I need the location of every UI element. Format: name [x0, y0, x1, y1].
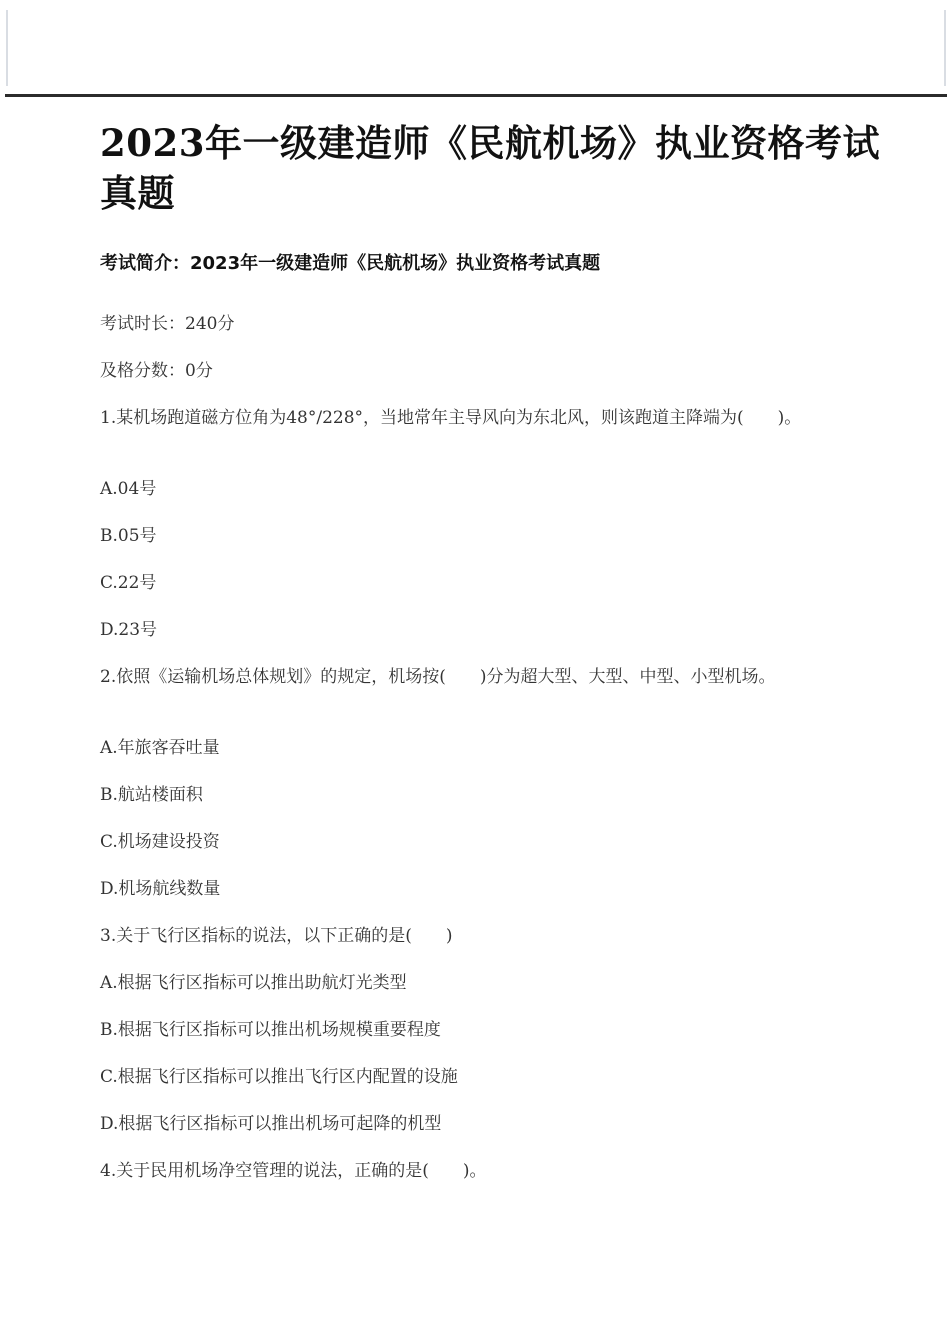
question-1-option-d: D.23号 [100, 620, 158, 640]
document-title: 2023年一级建造师《民航机场》执业资格考试真题 [100, 121, 880, 215]
question-3-option-b: B.根据飞行区指标可以推出机场规模重要程度 [100, 1020, 441, 1040]
question-4-text: 4.关于民用机场净空管理的说法，正确的是( )。 [100, 1161, 487, 1181]
question-3-option-c: C.根据飞行区指标可以推出飞行区内配置的设施 [100, 1067, 458, 1087]
exam-intro: 考试简介：2023年一级建造师《民航机场》执业资格考试真题 [100, 253, 601, 274]
header-divider [5, 94, 947, 97]
question-2-option-a: A.年旅客吞吐量 [100, 738, 220, 758]
header-right-border [944, 10, 946, 86]
question-1-option-a: A.04号 [100, 479, 157, 499]
question-3-option-d: D.根据飞行区指标可以推出机场可起降的机型 [100, 1114, 442, 1134]
header-left-border [6, 10, 8, 86]
question-2-text: 2.依照《运输机场总体规划》的规定，机场按( )分为超大型、大型、中型、小型机场。 [100, 667, 776, 687]
exam-pass-score: 及格分数：0分 [100, 361, 213, 381]
question-2-option-c: C.机场建设投资 [100, 832, 220, 852]
question-1-option-b: B.05号 [100, 526, 157, 546]
question-1-option-c: C.22号 [100, 573, 157, 593]
question-3-text: 3.关于飞行区指标的说法，以下正确的是( ) [100, 926, 453, 946]
page-header [0, 0, 950, 97]
question-2-option-b: B.航站楼面积 [100, 785, 203, 805]
exam-duration: 考试时长：240分 [100, 314, 235, 334]
question-3-option-a: A.根据飞行区指标可以推出助航灯光类型 [100, 973, 407, 993]
question-1-text: 1.某机场跑道磁方位角为48°/228°，当地常年主导风向为东北风，则该跑道主降端为( )。 [100, 408, 802, 428]
question-2-option-d: D.机场航线数量 [100, 879, 221, 899]
